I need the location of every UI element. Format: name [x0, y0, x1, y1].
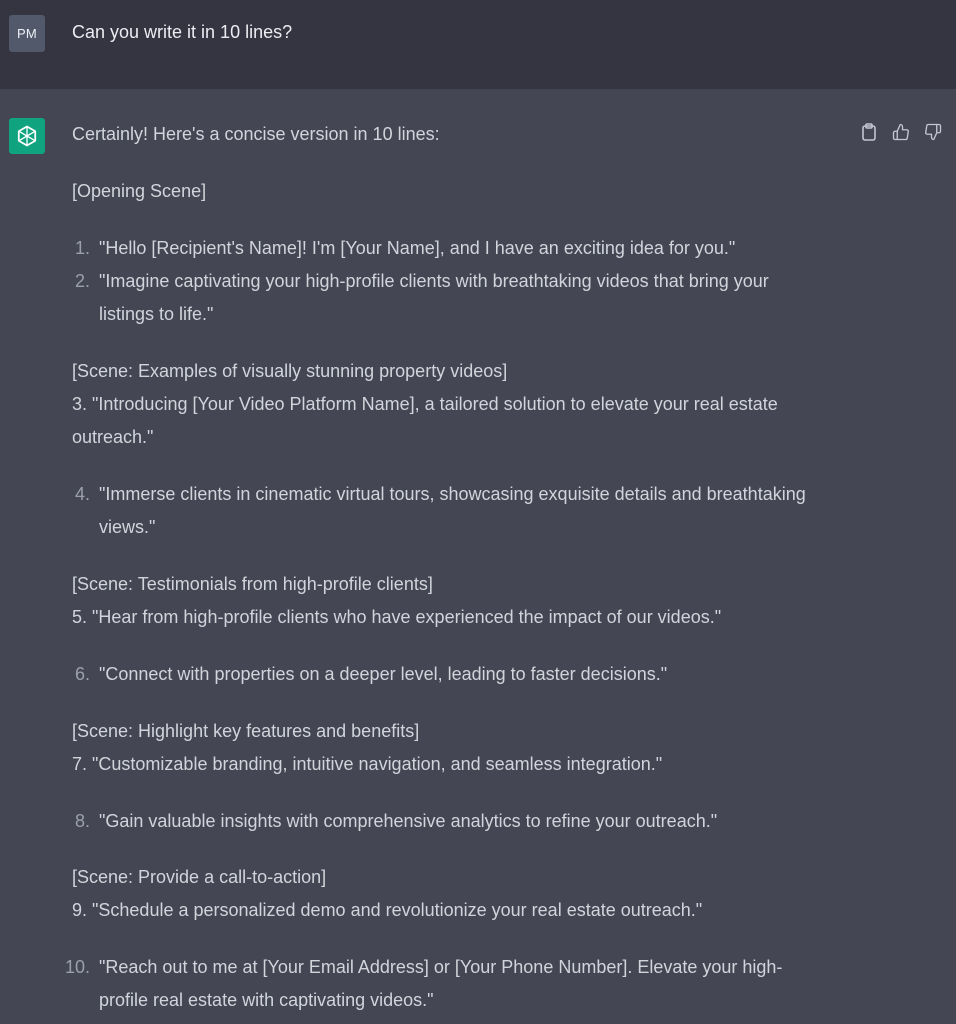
scene-heading: [Scene: Testimonials from high-profile clients] [72, 574, 433, 594]
paragraph-line: 9. "Schedule a personalized demo and revolutionize your real estate outreach." [72, 900, 703, 920]
list-text: "Connect with properties on a deeper level, leading to faster decisions." [99, 664, 668, 684]
paragraph-line: outreach." [72, 427, 154, 447]
list-number: 4. [74, 484, 90, 504]
openai-logo-icon [14, 123, 40, 149]
list-number: 10. [64, 957, 90, 977]
user-avatar: PM [9, 15, 45, 52]
paragraph-line: 5. "Hear from high-profile clients who have experienced the impact of our videos." [72, 607, 722, 627]
scene-heading: [Scene: Provide a call-to-action] [72, 867, 327, 887]
list-text: "Reach out to me at [Your Email Address] or [Your Phone Number]. Elevate your high- [99, 957, 783, 977]
paragraph-line: 3. "Introducing [Your Video Platform Name], a tailored solution to elevate your real estate [72, 394, 778, 414]
thumbs-up-icon[interactable] [890, 121, 912, 143]
list-text: "Immerse clients in cinematic virtual tours, showcasing exquisite details and breathtaking [99, 484, 806, 504]
paragraph-line: 7. "Customizable branding, intuitive navigation, and seamless integration." [72, 754, 663, 774]
user-message-text: Can you write it in 10 lines? [72, 22, 293, 42]
list-text: "Imagine captivating your high-profile clients with breathtaking videos that bring your [99, 271, 769, 291]
list-number: 6. [74, 664, 90, 684]
scene-heading: [Opening Scene] [72, 181, 207, 201]
list-text: listings to life." [99, 304, 214, 324]
assistant-intro: Certainly! Here's a concise version in 10 lines: [72, 124, 440, 144]
user-message-row [0, 0, 956, 89]
assistant-message-row [0, 89, 956, 1024]
scene-heading: [Scene: Examples of visually stunning property videos] [72, 361, 508, 381]
message-actions [858, 121, 944, 143]
scene-heading: [Scene: Highlight key features and benefits] [72, 721, 420, 741]
list-text: "Gain valuable insights with comprehensive analytics to refine your outreach." [99, 811, 718, 831]
list-text: "Hello [Recipient's Name]! I'm [Your Name], and I have an exciting idea for you." [99, 238, 736, 258]
list-number: 8. [74, 811, 90, 831]
list-number: 1. [74, 238, 90, 258]
list-text: views." [99, 517, 156, 537]
list-number: 2. [74, 271, 90, 291]
list-text: profile real estate with captivating videos." [99, 990, 434, 1010]
assistant-avatar [9, 118, 45, 154]
clipboard-icon[interactable] [858, 121, 880, 143]
thumbs-down-icon[interactable] [922, 121, 944, 143]
